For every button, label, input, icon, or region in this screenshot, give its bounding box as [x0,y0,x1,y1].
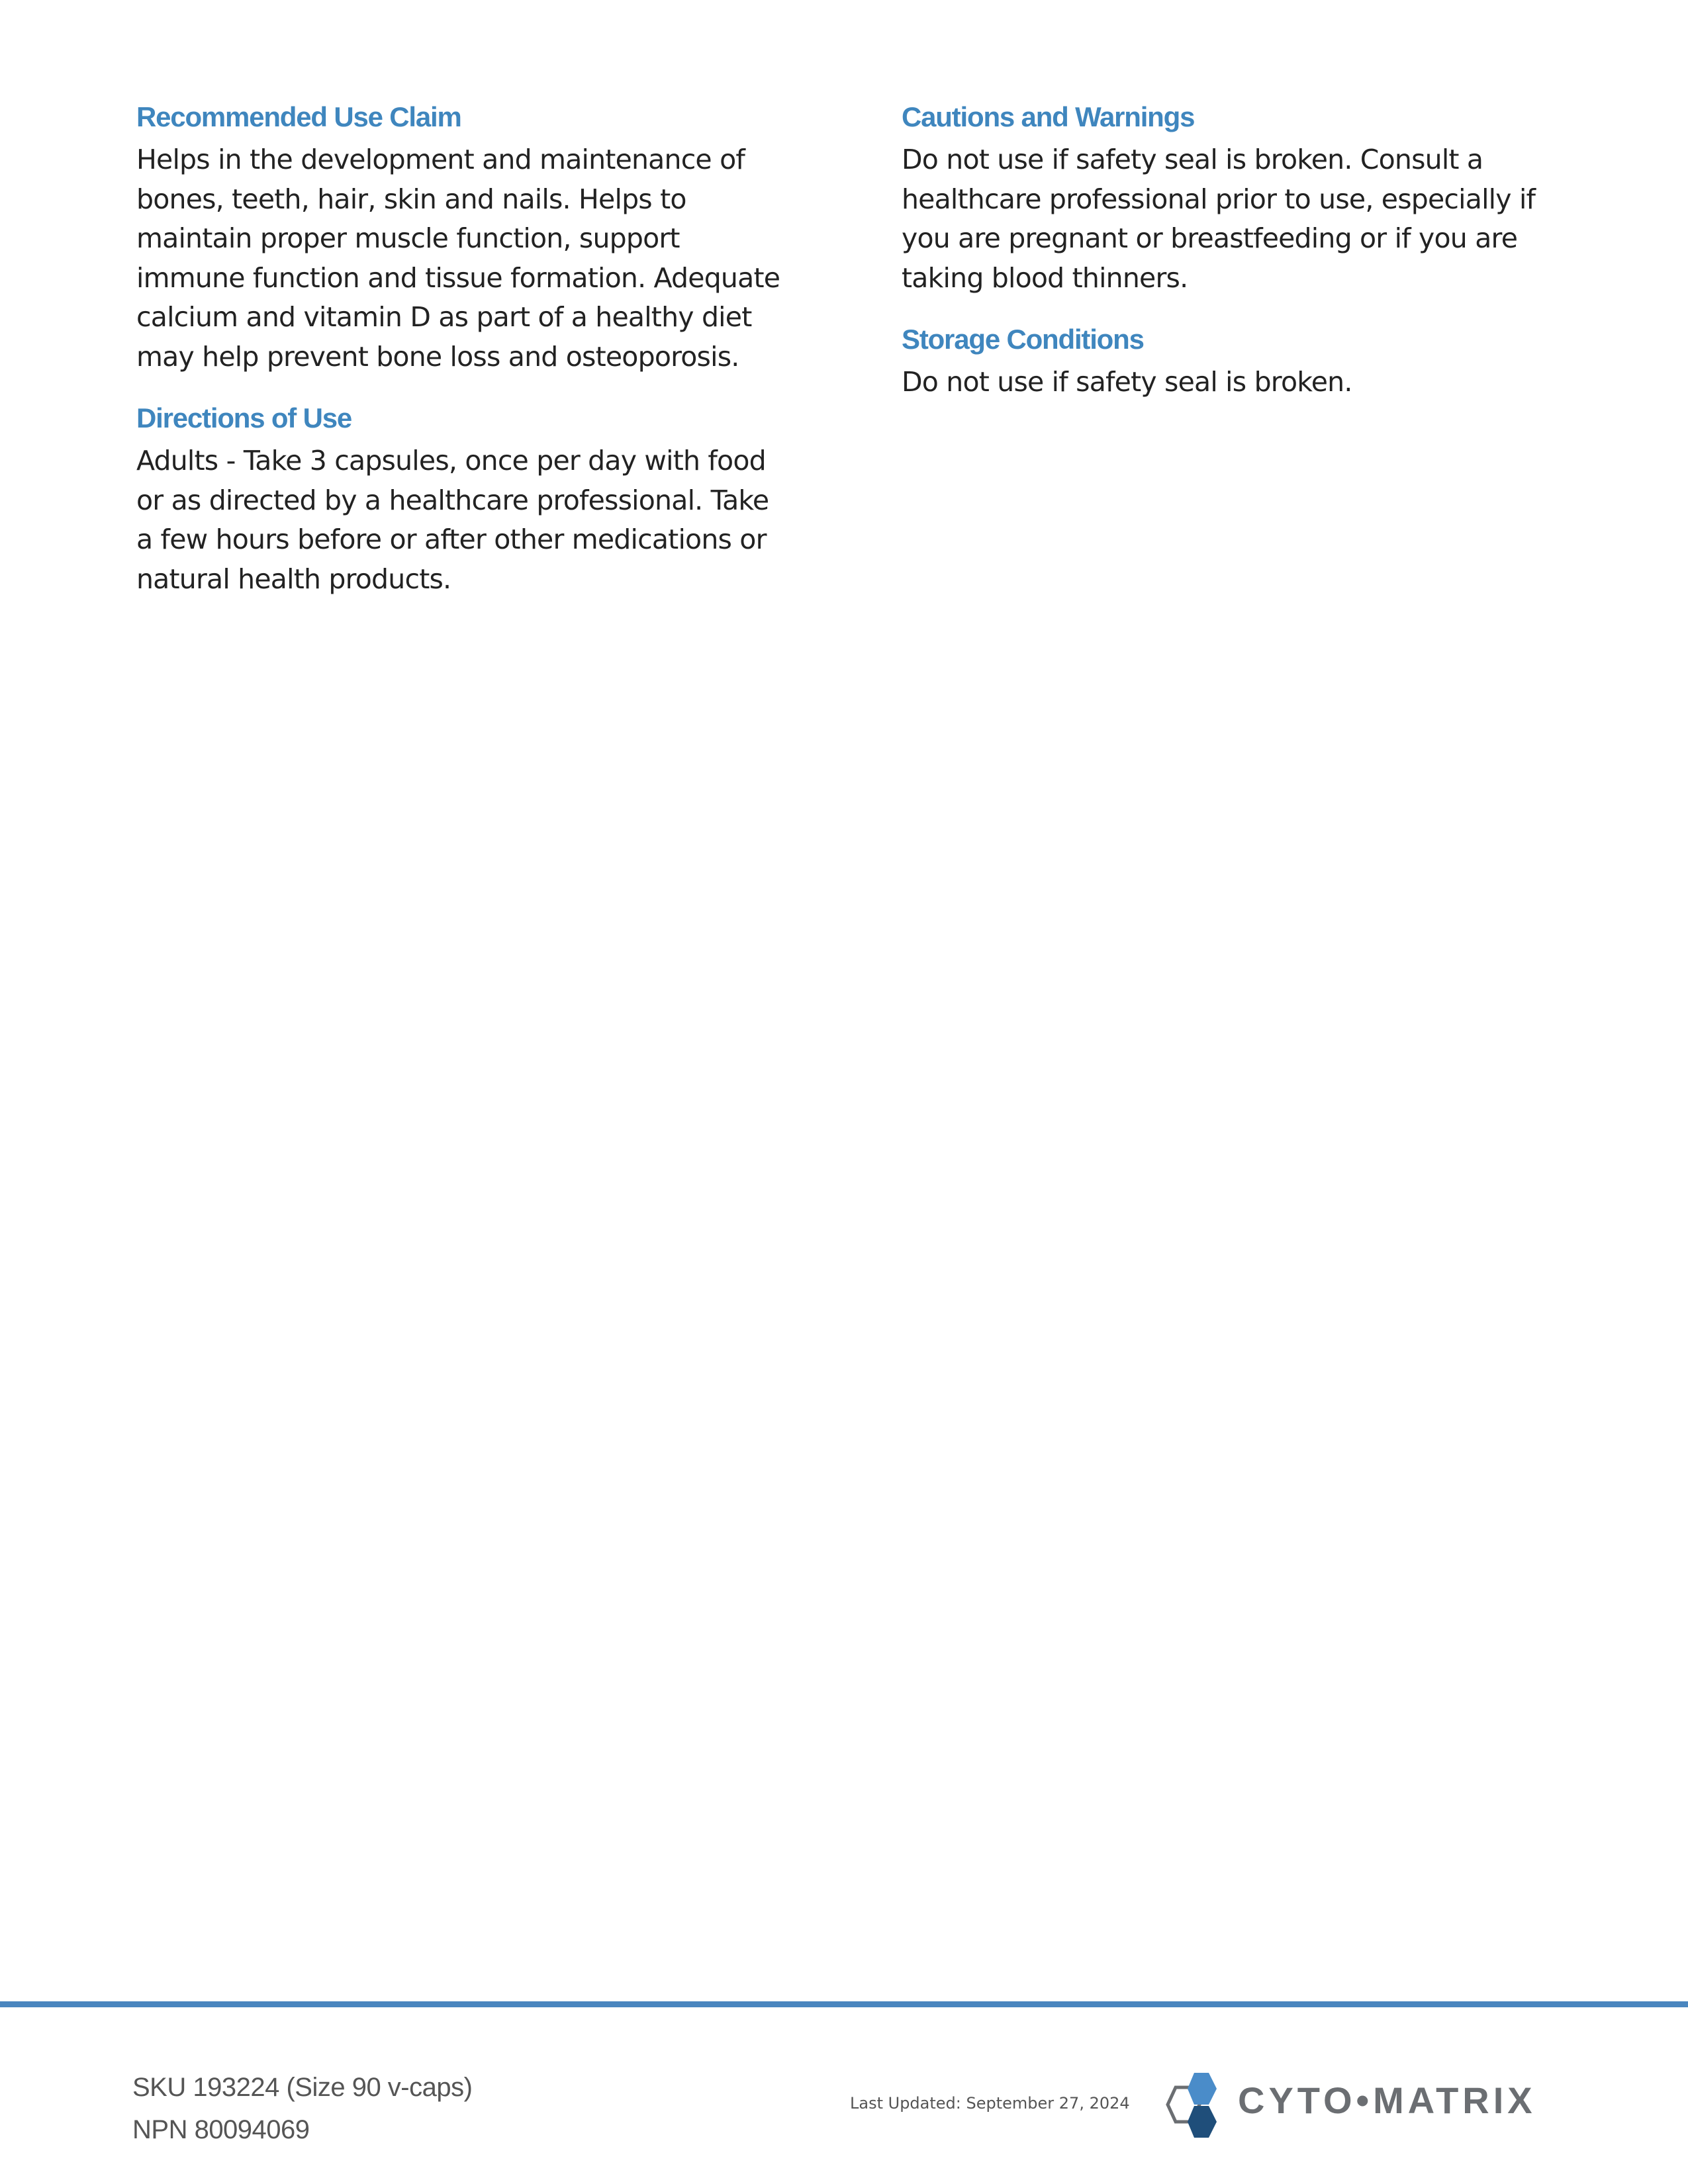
cautions-heading: Cautions and Warnings [902,101,1195,132]
last-updated-text: Last Updated: September 27, 2024 [850,2094,1130,2113]
recommended-use-body: Helps in the development and maintenance of bones, teeth, hair, skin and nails. Helps to maintain proper muscle function, support immune function and tissue formation. Adequate calcium and vitamin D as part of a healthy diet may help prevent bone loss and osteoporosis. [136,144,780,373]
directions-heading: Directions of Use [136,402,352,433]
product-identifiers [132,2066,472,2151]
cautions-body: Do not use if safety seal is broken. Consult a healthcare professional prior to use, especially if you are pregnant or breastfeeding or if you are taking blood thinners. [902,144,1536,294]
recommended-use-heading: Recommended Use Claim [136,101,461,132]
sku-text: SKU 193224 (Size 90 v-caps) [132,2073,473,2102]
footer-divider [0,2001,1688,2007]
npn-text: NPN 80094069 [132,2115,310,2144]
directions-section [136,399,792,599]
storage-body: Do not use if safety seal is broken. [902,366,1352,398]
hexagon-logo-icon [1161,2069,1234,2142]
directions-body: Adults - Take 3 capsules, once per day with food or as directed by a healthcare professional. Take a few hours before or after other medications or natural health products. [136,445,769,595]
storage-section [902,320,1557,402]
storage-heading: Storage Conditions [902,324,1144,355]
right-column [902,98,1557,425]
brand-name: CYTO•MATRIX [1238,2079,1536,2121]
brand-logo [1161,2069,1552,2142]
left-column [136,98,792,621]
recommended-use-section [136,98,792,377]
cautions-section [902,98,1557,298]
